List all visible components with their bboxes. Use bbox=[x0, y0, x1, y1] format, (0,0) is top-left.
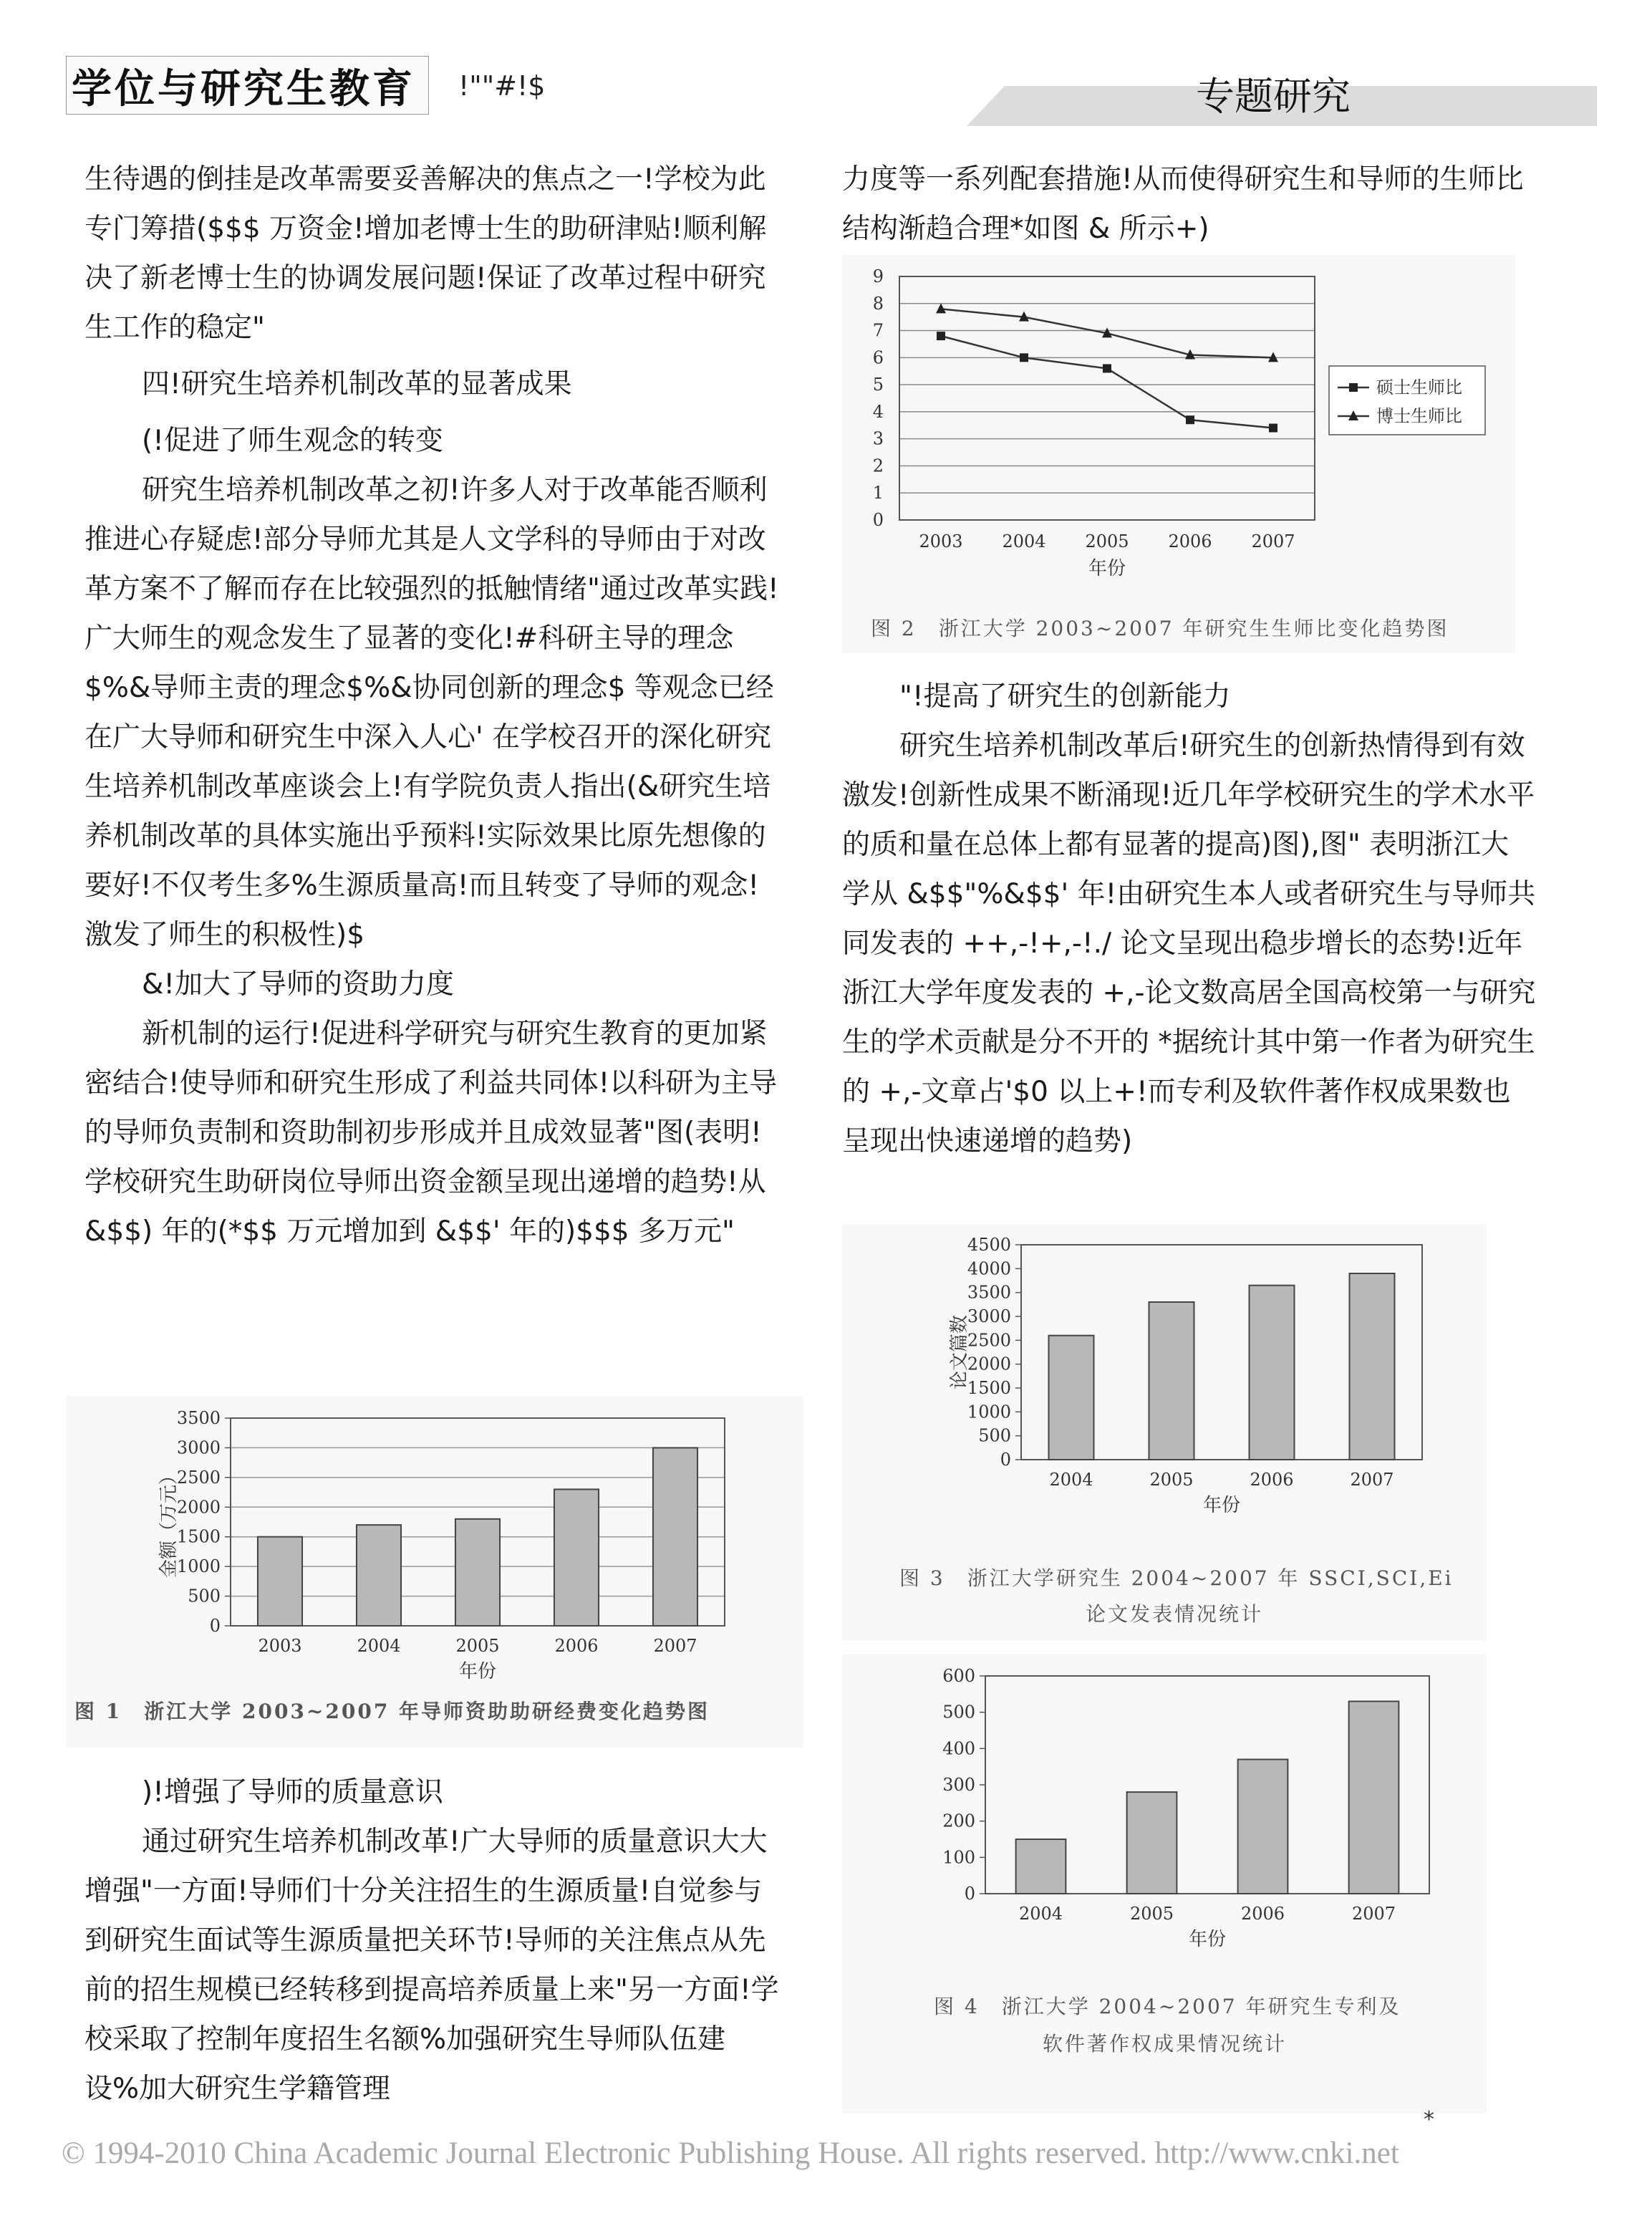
figure-3-caption-line2: 论文发表情况统计 bbox=[1086, 1602, 1264, 1626]
x-tick-label: 2007 bbox=[1251, 531, 1295, 551]
x-tick-label: 2006 bbox=[554, 1636, 599, 1656]
point bbox=[1186, 415, 1194, 424]
subsection-heading: &!加大了导师的资助力度 bbox=[142, 968, 455, 1001]
point bbox=[1020, 353, 1028, 362]
point bbox=[1269, 424, 1277, 433]
y-tick-label: 1500 bbox=[967, 1378, 1011, 1398]
copyright-footer: © 1994-2010 China Academic Journal Electronic Publishing House. All rights reserved. http://www.cnki.net bbox=[62, 2136, 1399, 2170]
y-tick-label: 100 bbox=[942, 1847, 975, 1868]
subsection-heading: "!提高了研究生的创新能力 bbox=[899, 680, 1231, 713]
x-tick-label: 2004 bbox=[1049, 1470, 1093, 1490]
x-tick-label: 2007 bbox=[1351, 1904, 1396, 1924]
y-tick-label: 0 bbox=[209, 1616, 221, 1636]
page-mark: * bbox=[1424, 2107, 1434, 2132]
paragraph: 生待遇的倒挂是改革需要妥善解决的焦点之一!学校为此专门筹措($$$ 万资金!增加老博士生的助研津贴!顺利解决了新老博士生的协调发展问题!保证了改革过程中研究生工作的稳定" bbox=[84, 163, 767, 344]
bar bbox=[1250, 1286, 1295, 1460]
fig4-chart bbox=[842, 1654, 1487, 1970]
y-tick-label: 200 bbox=[942, 1811, 975, 1831]
y-tick-label: 4500 bbox=[967, 1235, 1011, 1255]
y-tick-label: 3000 bbox=[176, 1437, 221, 1458]
paragraph: 研究生培养机制改革后!研究生的创新热情得到有效激发!创新性成果不断涌现!近几年学校研究生的学术水平的质和量在总体上都有显著的提高)图),图" 表明浙江大学从 &$$"%&$$' 年!由研究生本人或者研究生与导师共同发表的 ++,-!+,-!./ 论文呈现出稳步增长的态势!近年浙江大学年度发表的 +,-论文数高居全国高校第一与研究生的学术贡献是分不开的 *据统计其中第一作者为研究生的 +,-文章占'$0 以上+!而专利及软件著作权成果数也呈现出快速递增的趋势) bbox=[842, 730, 1536, 1157]
bar bbox=[1049, 1336, 1094, 1460]
y-tick-label: 600 bbox=[942, 1666, 975, 1686]
bar bbox=[1350, 1273, 1395, 1460]
x-tick-label: 2007 bbox=[1350, 1470, 1394, 1490]
left-column-top bbox=[84, 155, 779, 1256]
y-tick-label: 6 bbox=[872, 347, 884, 368]
y-tick-label: 2500 bbox=[967, 1330, 1011, 1351]
paragraph: 研究生培养机制改革之初!许多人对于改革能否顺利推进心存疑虑!部分导师尤其是人文学科的导师由于对改革方案不了解而存在比较强烈的抵触情绪"通过改革实践!广大师生的观念发生了显著的变化!#科研主导的理念$%&导师主责的理念$%&协同创新的理念$ 等观念已经在广大导师和研究生中深入人心' 在学校召开的深化研究生培养机制改革座谈会上!有学院负责人指出(&研究生培养机制改革的具体实施出乎预料!实际效果比原先想像的要好!不仅考生多%生源质量高!而且转变了导师的观念!激发了师生的积极性)$ bbox=[84, 474, 779, 951]
y-tick-label: 0 bbox=[872, 510, 884, 530]
y-tick-label: 0 bbox=[1000, 1450, 1011, 1470]
fig1-chart bbox=[66, 1397, 803, 1683]
bar bbox=[653, 1447, 697, 1626]
fig3-chart bbox=[842, 1225, 1487, 1540]
figure-1-caption: 图 1 浙江大学 2003~2007 年导师资助助研经费变化趋势图 bbox=[74, 1700, 710, 1723]
bar bbox=[1127, 1792, 1177, 1894]
figure-4-caption-line1: 图 4 浙江大学 2004~2007 年研究生专利及 bbox=[934, 1995, 1401, 2018]
section-title: 专题研究 bbox=[1196, 74, 1351, 119]
x-tick-label: 2003 bbox=[258, 1636, 302, 1656]
figure-3 bbox=[842, 1225, 1487, 1640]
subsection-heading: )!增强了导师的质量意识 bbox=[142, 1776, 443, 1808]
bar bbox=[1349, 1701, 1399, 1894]
x-tick-label: 2006 bbox=[1250, 1470, 1294, 1490]
x-tick-label: 2004 bbox=[357, 1636, 401, 1656]
legend-marker bbox=[1349, 383, 1358, 392]
section-heading: 四!研究生培养机制改革的显著成果 bbox=[142, 368, 572, 400]
y-tick-label: 2000 bbox=[176, 1497, 221, 1518]
y-axis-label: 金额（万元） bbox=[158, 1465, 180, 1579]
legend-label: 博士生师比 bbox=[1376, 406, 1462, 426]
x-tick-label: 2006 bbox=[1168, 531, 1212, 551]
x-tick-label: 2004 bbox=[1018, 1904, 1063, 1924]
y-tick-label: 7 bbox=[872, 320, 884, 341]
y-tick-label: 3500 bbox=[176, 1408, 221, 1428]
x-axis-label: 年份 bbox=[458, 1661, 497, 1682]
x-tick-label: 2003 bbox=[919, 531, 963, 551]
x-tick-label: 2005 bbox=[1149, 1470, 1194, 1490]
right-column-top bbox=[842, 155, 1537, 254]
bar bbox=[1149, 1302, 1194, 1460]
left-column-bottom bbox=[84, 1768, 779, 2114]
y-tick-label: 300 bbox=[942, 1775, 975, 1795]
y-tick-label: 500 bbox=[188, 1586, 221, 1606]
y-axis-label: 论文篇数 bbox=[949, 1314, 970, 1390]
figure-4 bbox=[842, 1654, 1487, 2113]
y-tick-label: 1000 bbox=[176, 1556, 221, 1577]
journal-logo: 学位与研究生教育 bbox=[72, 65, 415, 112]
point bbox=[1103, 364, 1111, 372]
y-tick-label: 9 bbox=[872, 266, 884, 286]
bar bbox=[1016, 1839, 1066, 1894]
bar bbox=[258, 1537, 302, 1626]
legend-label: 硕士生师比 bbox=[1376, 377, 1462, 398]
y-tick-label: 1 bbox=[872, 483, 884, 504]
x-tick-label: 2004 bbox=[1002, 531, 1046, 551]
x-tick-label: 2006 bbox=[1240, 1904, 1285, 1924]
y-tick-label: 0 bbox=[964, 1884, 975, 1904]
x-tick-label: 2005 bbox=[1129, 1904, 1174, 1924]
issue-number: !""#!$ bbox=[458, 70, 546, 102]
y-tick-label: 4 bbox=[872, 401, 884, 422]
y-tick-label: 2000 bbox=[967, 1354, 1011, 1374]
y-tick-label: 2 bbox=[872, 456, 884, 476]
bar bbox=[1238, 1760, 1288, 1894]
plot-frame bbox=[899, 276, 1315, 520]
x-axis-label: 年份 bbox=[1188, 1929, 1227, 1950]
x-tick-label: 2005 bbox=[1085, 531, 1129, 551]
paragraph: 力度等一系列配套措施!从而使得研究生和导师的生师比结构渐趋合理*如图 & 所示+) bbox=[842, 163, 1524, 245]
point bbox=[936, 303, 946, 313]
paragraph: 新机制的运行!促进科学研究与研究生教育的更加紧密结合!使导师和研究生形成了利益共同体!以科研为主导的导师负责制和资助制初步形成并且成效显著"图(表明!学校研究生助研岗位导师出资金额呈现出递增的趋势!从 &$$) 年的(*$$ 万元增加到 &$$' 年的)$$$ 多万元" bbox=[84, 1018, 778, 1248]
bar bbox=[455, 1519, 500, 1626]
x-tick-label: 2005 bbox=[455, 1636, 500, 1656]
bar bbox=[554, 1489, 599, 1626]
y-tick-label: 1500 bbox=[176, 1526, 221, 1547]
y-tick-label: 500 bbox=[978, 1425, 1011, 1446]
y-tick-label: 500 bbox=[942, 1702, 975, 1722]
y-tick-label: 2500 bbox=[176, 1467, 221, 1488]
y-tick-label: 8 bbox=[872, 293, 884, 314]
figure-3-caption-line1: 图 3 浙江大学研究生 2004~2007 年 SSCI,SCI,Ei bbox=[899, 1566, 1454, 1590]
figure-4-caption-line2: 软件著作权成果情况统计 bbox=[1043, 2032, 1288, 2056]
figure-2 bbox=[842, 255, 1515, 653]
figure-2-caption: 图 2 浙江大学 2003~2007 年研究生生师比变化趋势图 bbox=[871, 617, 1449, 640]
point bbox=[937, 332, 945, 340]
y-tick-label: 4000 bbox=[967, 1258, 1011, 1279]
y-tick-label: 3500 bbox=[967, 1282, 1011, 1303]
paragraph: 通过研究生培养机制改革!广大导师的质量意识大大增强"一方面!导师们十分关注招生的生源质量!自觉参与到研究生面试等生源质量把关环节!导师的关注焦点从先前的招生规模已经转移到提高培养质量上来"另一方面!学校采取了控制年度招生名额%加强研究生导师队伍建设%加大研究生学籍管理 bbox=[84, 1826, 779, 2105]
y-tick-label: 5 bbox=[872, 375, 884, 395]
bar bbox=[357, 1525, 401, 1626]
y-tick-label: 1000 bbox=[967, 1402, 1011, 1422]
y-tick-label: 400 bbox=[942, 1738, 975, 1759]
x-axis-label: 年份 bbox=[1202, 1495, 1241, 1516]
figure-1 bbox=[66, 1397, 803, 1748]
x-axis-label: 年份 bbox=[1088, 558, 1126, 579]
y-tick-label: 3000 bbox=[967, 1306, 1011, 1326]
y-tick-label: 3 bbox=[872, 428, 884, 449]
fig2-chart bbox=[842, 255, 1515, 592]
series-line bbox=[941, 336, 1273, 428]
right-column-middle bbox=[842, 672, 1537, 1166]
subsection-heading: (!促进了师生观念的转变 bbox=[142, 425, 443, 457]
x-tick-label: 2007 bbox=[653, 1636, 697, 1656]
